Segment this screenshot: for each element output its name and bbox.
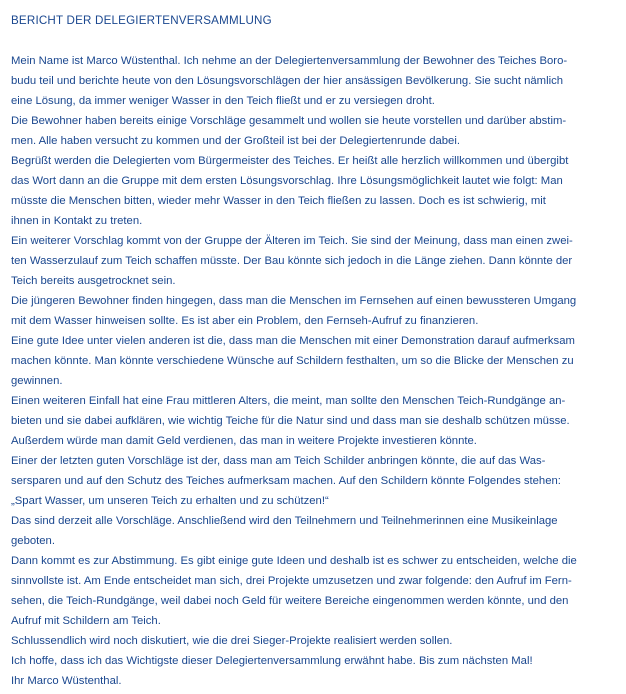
text-line: Die jüngeren Bewohner finden hingegen, dass man die Menschen im Fernsehen auf einen bewussteren Umgang bbox=[11, 295, 577, 307]
text-line: eine Lösung, da immer weniger Wasser in den Teich fließt und er zu versiegen droht. bbox=[11, 95, 435, 107]
document-body bbox=[11, 51, 620, 691]
text-line: Einer der letzten guten Vorschläge ist der, dass man am Teich Schilder anbringen könnte, die auf das Was- bbox=[11, 455, 546, 467]
paragraph bbox=[11, 51, 620, 111]
text-line: Mein Name ist Marco Wüstenthal. Ich nehme an der Delegiertenversammlung der Bewohner des Teiches Boro- bbox=[11, 55, 568, 67]
text-line: „Spart Wasser, um unseren Teich zu erhalten und zu schützen!“ bbox=[11, 495, 329, 507]
paragraph bbox=[11, 391, 620, 451]
paragraph bbox=[11, 651, 620, 691]
text-line: Ihr Marco Wüstenthal. bbox=[11, 675, 122, 687]
text-line: Die Bewohner haben bereits einige Vorschläge gesammelt und wollen sie heute vorstellen und darüber abstim- bbox=[11, 115, 567, 127]
text-line: Dann kommt es zur Abstimmung. Es gibt einige gute Ideen und deshalb ist es schwer zu entscheiden, welche die bbox=[11, 555, 577, 567]
text-line: ten Wasserzulauf zum Teich schaffen müsste. Der Bau könnte sich jedoch in die Länge ziehen. Dann könnte der bbox=[11, 255, 573, 267]
text-line: mit dem Wasser hinweisen sollte. Es ist aber ein Problem, den Fernseh-Aufruf zu finanzieren. bbox=[11, 315, 479, 327]
text-line: das Wort dann an die Gruppe mit dem ersten Lösungsvorschlag. Ihre Lösungsmöglichkeit lautet wie folgt: Man bbox=[11, 175, 563, 187]
text-line: Begrüßt werden die Delegierten vom Bürgermeister des Teiches. Er heißt alle herzlich willkommen und übergibt bbox=[11, 155, 569, 167]
paragraph bbox=[11, 451, 620, 511]
text-line: Teich bereits ausgetrocknet sein. bbox=[11, 275, 176, 287]
text-line: sinnvollste ist. Am Ende entscheidet man sich, drei Projekte umzusetzen und zwar folgende: den Aufruf im Fern- bbox=[11, 575, 572, 587]
paragraph bbox=[11, 111, 620, 151]
paragraph bbox=[11, 231, 620, 291]
text-line: Ich hoffe, dass ich das Wichtigste dieser Delegiertenversammlung erwähnt habe. Bis zum nächsten Mal! bbox=[11, 655, 533, 667]
text-line: Ein weiterer Vorschlag kommt von der Gruppe der Älteren im Teich. Sie sind der Meinung, dass man einen zwei- bbox=[11, 235, 573, 247]
paragraph bbox=[11, 551, 620, 631]
paragraph bbox=[11, 291, 620, 331]
paragraph bbox=[11, 151, 620, 231]
paragraph bbox=[11, 511, 620, 551]
text-line: men. Alle haben versucht zu kommen und der Großteil ist bei der Delegiertenrunde dabei. bbox=[11, 135, 460, 147]
text-line: Das sind derzeit alle Vorschläge. Anschließend wird den Teilnehmern und Teilnehmerinnen eine Musikeinlage bbox=[11, 515, 558, 527]
text-line: Schlussendlich wird noch diskutiert, wie die drei Sieger-Projekte realisiert werden sollen. bbox=[11, 635, 453, 647]
text-line: Einen weiteren Einfall hat eine Frau mittleren Alters, die meint, man sollte den Menschen Teich-Rundgänge an- bbox=[11, 395, 566, 407]
text-line: sersparen und auf den Schutz des Teiches aufmerksam machen. Auf den Schildern könnte Folgendes stehen: bbox=[11, 475, 561, 487]
text-line: müsste die Menschen bitten, wieder mehr Wasser in den Teich fließen zu lassen. Doch es ist schwierig, mit bbox=[11, 195, 546, 207]
text-line: gewinnen. bbox=[11, 375, 63, 387]
text-line: Eine gute Idee unter vielen anderen ist die, dass man die Menschen mit einer Demonstration darauf aufmerksam bbox=[11, 335, 575, 347]
paragraph bbox=[11, 331, 620, 391]
text-line: geboten. bbox=[11, 535, 55, 547]
text-line: Außerdem würde man damit Geld verdienen, das man in weitere Projekte investieren könnte. bbox=[11, 435, 477, 447]
text-line: machen könnte. Man könnte verschiedene Wünsche auf Schildern festhalten, um so die Blicke der Menschen zu bbox=[11, 355, 574, 367]
text-line: sehen, die Teich-Rundgänge, weil dabei noch Geld für weitere Bereiche eingenommen werden könnte, und den bbox=[11, 595, 569, 607]
text-line: budu teil und berichte heute von den Lösungsvorschlägen der hier ansässigen Bevölkerung. Sie sucht nämlich bbox=[11, 75, 564, 87]
text-line: ihnen in Kontakt zu treten. bbox=[11, 215, 143, 227]
text-line: bieten und sie dabei aufklären, wie wichtig Teiche für die Natur sind und dass man sie deshalb schützen müsse. bbox=[11, 415, 570, 427]
page-title: BERICHT DER DELEGIERTENVERSAMMLUNG bbox=[11, 14, 272, 27]
paragraph bbox=[11, 631, 620, 651]
text-line: Aufruf mit Schildern am Teich. bbox=[11, 615, 161, 627]
